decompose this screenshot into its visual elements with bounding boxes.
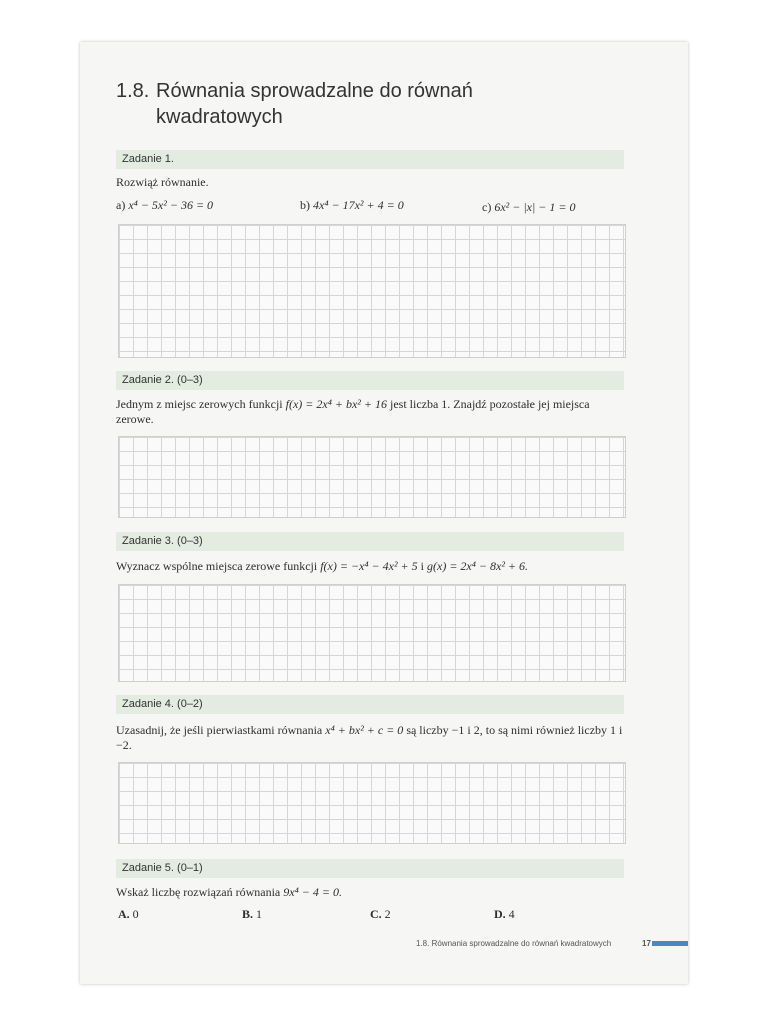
task-1-answer-grid[interactable] [118,224,626,358]
section-number: 1.8. [116,80,150,102]
task-text: Wskaż liczbę rozwiązań równania [116,885,284,899]
task-1-option-c [482,200,575,215]
option-letter: c) [482,200,492,214]
task-4-header: Zadanie 4. (0–2) [116,695,624,714]
task-text: Wyznacz wspólne miejsca zerowe funkcji [116,559,321,573]
option-expression: 6x² − |x| − 1 = 0 [494,200,576,214]
answer-value: 1 [256,907,263,921]
option-expression: x⁴ − 5x² − 36 = 0 [128,198,214,212]
task-2-text [116,397,628,427]
task-5-text [116,885,628,900]
section-title [116,78,636,130]
answer-option-c[interactable] [370,907,391,922]
answer-option-d[interactable] [494,907,515,922]
footer-section-title: 1.8. Równania sprowadzalne do równań kwadratowych [416,939,612,948]
task-3-text [116,559,628,574]
footer-accent-bar [652,941,688,946]
task-4-answer-grid[interactable] [118,762,626,844]
task-2-answer-grid[interactable] [118,436,626,518]
option-letter: a) [116,198,126,212]
task-4-text [116,723,628,753]
section-title-line2: kwadratowych [156,106,283,128]
page-footer [416,938,686,950]
equation-expression: x⁴ + bx² + c = 0 [325,723,404,737]
workbook-page [80,42,688,984]
answer-value: 0 [132,907,139,921]
section-title-line1: Równania sprowadzalne do równań [156,80,473,102]
answer-letter: C. [370,907,382,921]
task-1-header: Zadanie 1. [116,150,624,169]
option-expression: 4x⁴ − 17x² + 4 = 0 [313,198,404,212]
equation-expression: 9x⁴ − 4 = 0. [283,885,342,899]
answer-letter: B. [242,907,254,921]
answer-option-b[interactable] [242,907,262,922]
function-expression: f(x) = −x⁴ − 4x² + 5 [320,559,418,573]
function-expression: g(x) = 2x⁴ − 8x² + 6. [427,559,529,573]
function-expression: f(x) = 2x⁴ + bx² + 16 [285,397,387,411]
answer-value: 2 [384,907,391,921]
task-text: i [417,559,427,573]
page-number: 17 [642,939,651,948]
answer-letter: D. [494,907,506,921]
task-2-header: Zadanie 2. (0–3) [116,371,624,390]
task-text: Uzasadnij, że jeśli pierwiastkami równania [116,723,326,737]
task-3-answer-grid[interactable] [118,584,626,682]
task-text: są liczby −1 i 2, to są nimi również liczby 1 i −2. [116,723,623,752]
task-3-header: Zadanie 3. (0–3) [116,532,624,551]
answer-letter: A. [118,907,130,921]
task-1-option-a [116,198,213,213]
task-1-option-b [300,198,404,213]
task-text: jest liczba 1. Znajdź pozostałe jej miejsca zerowe. [116,397,590,426]
answer-value: 4 [508,907,515,921]
answer-option-a[interactable] [118,907,139,922]
task-1-instruction: Rozwiąż równanie. [116,175,209,189]
option-letter: b) [300,198,310,212]
task-5-header: Zadanie 5. (0–1) [116,859,624,878]
task-text: Jednym z miejsc zerowych funkcji [116,397,286,411]
